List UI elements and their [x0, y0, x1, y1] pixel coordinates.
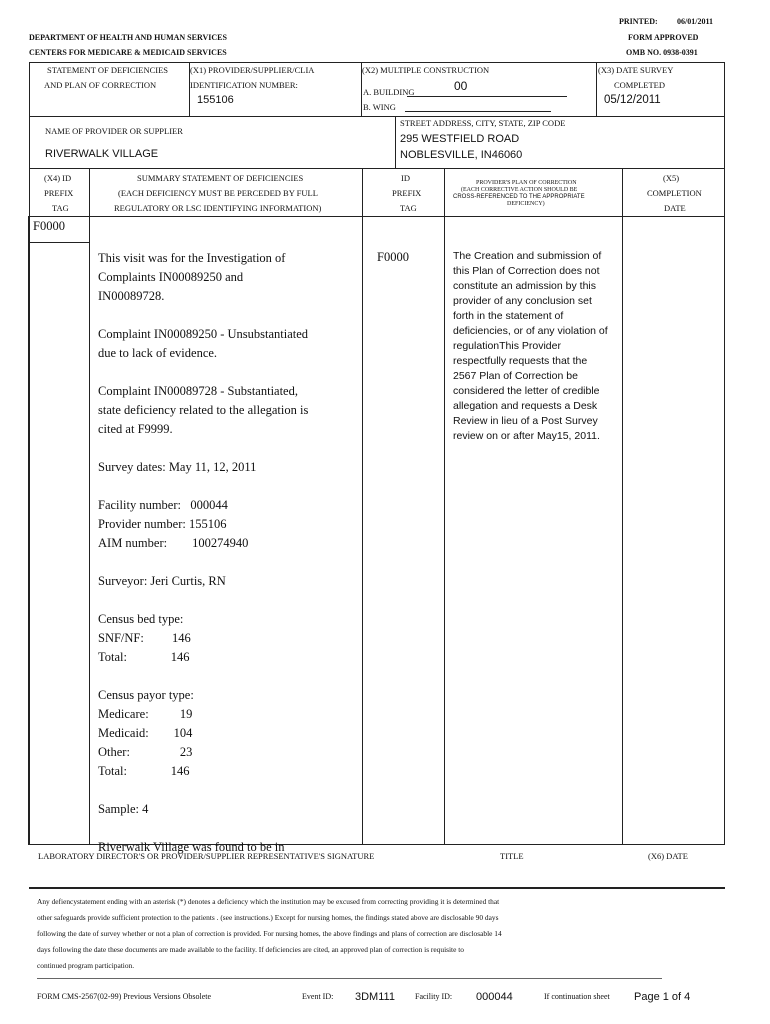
- event-id-value: 3DM111: [355, 991, 395, 1003]
- x5-label-1: (X5): [663, 173, 680, 183]
- printed-label: PRINTED:: [619, 17, 658, 26]
- facility-id-value: 000044: [476, 991, 513, 1003]
- summary-label-1: SUMMARY STATEMENT OF DEFICIENCIES: [137, 173, 304, 183]
- form-number: FORM CMS-2567(02-99) Previous Versions Obsolete: [37, 992, 212, 1001]
- disclaimer-line-4: days following the date these documents are made available to the facility. If deficiencies are cited, an approved plan of correction is requisite to: [37, 945, 464, 954]
- id-label-2: PREFIX: [392, 188, 422, 198]
- x3-label-2: COMPLETED: [614, 80, 665, 90]
- provider-name-label: NAME OF PROVIDER OR SUPPLIER: [45, 126, 183, 136]
- disclaimer-line-3: following the date of survey whether or not a plan of correction is provided. For nursing homes, the above findings and plans of correction are disclosable 14: [37, 929, 502, 938]
- address-label: STREET ADDRESS, CITY, STATE, ZIP CODE: [400, 118, 566, 128]
- summary-label-3: REGULATORY OR LSC IDENTIFYING INFORMATION): [114, 203, 322, 213]
- x4-label-1: (X4) ID: [44, 173, 72, 183]
- plan-label-2: (EACH CORRECTIVE ACTION SHOULD BE: [461, 187, 578, 193]
- building-underline: [407, 96, 567, 97]
- header-row-bottom: [29, 216, 725, 217]
- tag-row-line: [29, 242, 89, 243]
- x1-label-1: (X1) PROVIDER/SUPPLIER/CLIA: [190, 65, 315, 75]
- survey-completed-date: 05/12/2011: [604, 94, 661, 106]
- building-label: A. BUILDING: [363, 87, 415, 97]
- plan-label-1: PROVIDER'S PLAN OF CORRECTION: [476, 180, 577, 186]
- plan-of-correction: The Creation and submission of this Plan of Correction does not constitute an admission by this provider of any conclusion set forth in the statement of deficiencies, or of any violation of regulationThis Provider respectfully requests that the 2567 Plan of Correction be considered the letter of credible allegation and requests a Desk Review in lieu of a Post Survey review on or after May15, 2011.: [453, 250, 608, 442]
- col-line-2: [362, 168, 363, 845]
- plan-label-4: DEFICIENCY): [507, 201, 545, 207]
- col-line-3: [444, 168, 445, 845]
- provider-id-value: 155106: [197, 94, 234, 106]
- form-approved: FORM APPROVED: [628, 33, 699, 42]
- right-tag: F0000: [377, 250, 409, 264]
- disclaimer-top-line: [29, 887, 725, 889]
- continuation-label: If continuation sheet: [544, 992, 610, 1001]
- provider-name: RIVERWALK VILLAGE: [45, 148, 159, 160]
- id-label-3: TAG: [400, 203, 417, 213]
- signature-label: LABORATORY DIRECTOR'S OR PROVIDER/SUPPLIER REPRESENTATIVE'S SIGNATURE: [38, 851, 375, 861]
- x3-label-1: (X3) DATE SURVEY: [598, 65, 674, 75]
- divider-address: [395, 116, 396, 168]
- statement-label-1: STATEMENT OF DEFICIENCIES: [47, 65, 169, 75]
- x2-label: (X2) MULTIPLE CONSTRUCTION: [362, 65, 490, 75]
- page-number: Page 1 of 4: [634, 991, 691, 1003]
- event-id-label: Event ID:: [302, 992, 334, 1001]
- building-value: 00: [454, 79, 468, 93]
- row2-bottom: [29, 168, 725, 169]
- date-label: (X6) DATE: [648, 851, 688, 861]
- col-line-1: [89, 168, 90, 845]
- statement-label-2: AND PLAN OF CORRECTION: [44, 80, 157, 90]
- printed-date: 06/01/2011: [677, 17, 714, 26]
- disclaimer-line-5: continued program participation.: [37, 961, 135, 970]
- row1-bottom: [29, 116, 725, 117]
- id-label-1: ID: [401, 173, 410, 183]
- col-line-0: [28, 216, 29, 845]
- centers-title: CENTERS FOR MEDICARE & MEDICAID SERVICES: [29, 48, 227, 57]
- col-line-5: [724, 168, 725, 845]
- wing-label: B. WING: [363, 102, 396, 112]
- x4-label-3: TAG: [52, 203, 69, 213]
- deficiency-summary: This visit was for the Investigation of Complaints IN00089250 and IN00089728. Complaint IN00089250 - Unsubstantiated due to lack of evidence. Complaint IN00089728 - Substantiated, state deficiency related to the allegation is cited at F9999. Survey dates: May 11, 12, 2011 Facility number: 000044 Provider number: 155106 AIM number: 100274940 Surveyor: Jeri Curtis, RN Census bed type: SNF/NF: 146 Total: 146 Census payor type: Medicare: 19 Medicaid: 104 Other: 23 Total: 146 Sample: 4 Riverwalk Village was found to be in: [98, 251, 309, 854]
- address-line-2: NOBLESVILLE, IN46060: [400, 149, 523, 161]
- facility-id-label: Facility ID:: [415, 992, 453, 1001]
- x5-label-2: COMPLETION: [647, 188, 702, 198]
- x1-label-2: IDENTIFICATION NUMBER:: [190, 80, 298, 90]
- divider-x3: [596, 62, 597, 116]
- department-title: DEPARTMENT OF HEALTH AND HUMAN SERVICES: [29, 33, 227, 42]
- col-line-4: [622, 168, 623, 845]
- plan-label-3: CROSS-REFERENCED TO THE APPROPRIATE: [453, 194, 585, 200]
- x5-label-3: DATE: [664, 203, 686, 213]
- disclaimer-line-2: other safeguards provide sufficient protection to the patients . (see instructions.) Except for nursing homes, the findings stated above are disclosable 90 days: [37, 913, 499, 922]
- frame-top: [29, 62, 724, 63]
- summary-label-2: (EACH DEFICIENCY MUST BE PERCEDED BY FULL: [118, 188, 318, 198]
- x4-label-2: PREFIX: [44, 188, 74, 198]
- disclaimer-bottom-line: [37, 978, 662, 979]
- address-line-1: 295 WESTFIELD ROAD: [400, 133, 520, 145]
- disclaimer-line-1: Any defiencystatement ending with an asterisk (*) denotes a deficiency which the institution may be excused from correcting providing it is determined that: [37, 897, 500, 906]
- omb-number: OMB NO. 0938-0391: [626, 48, 698, 57]
- left-tag: F0000: [33, 219, 65, 233]
- frame-left: [29, 62, 30, 845]
- title-label: TITLE: [500, 851, 524, 861]
- wing-underline: [405, 111, 551, 112]
